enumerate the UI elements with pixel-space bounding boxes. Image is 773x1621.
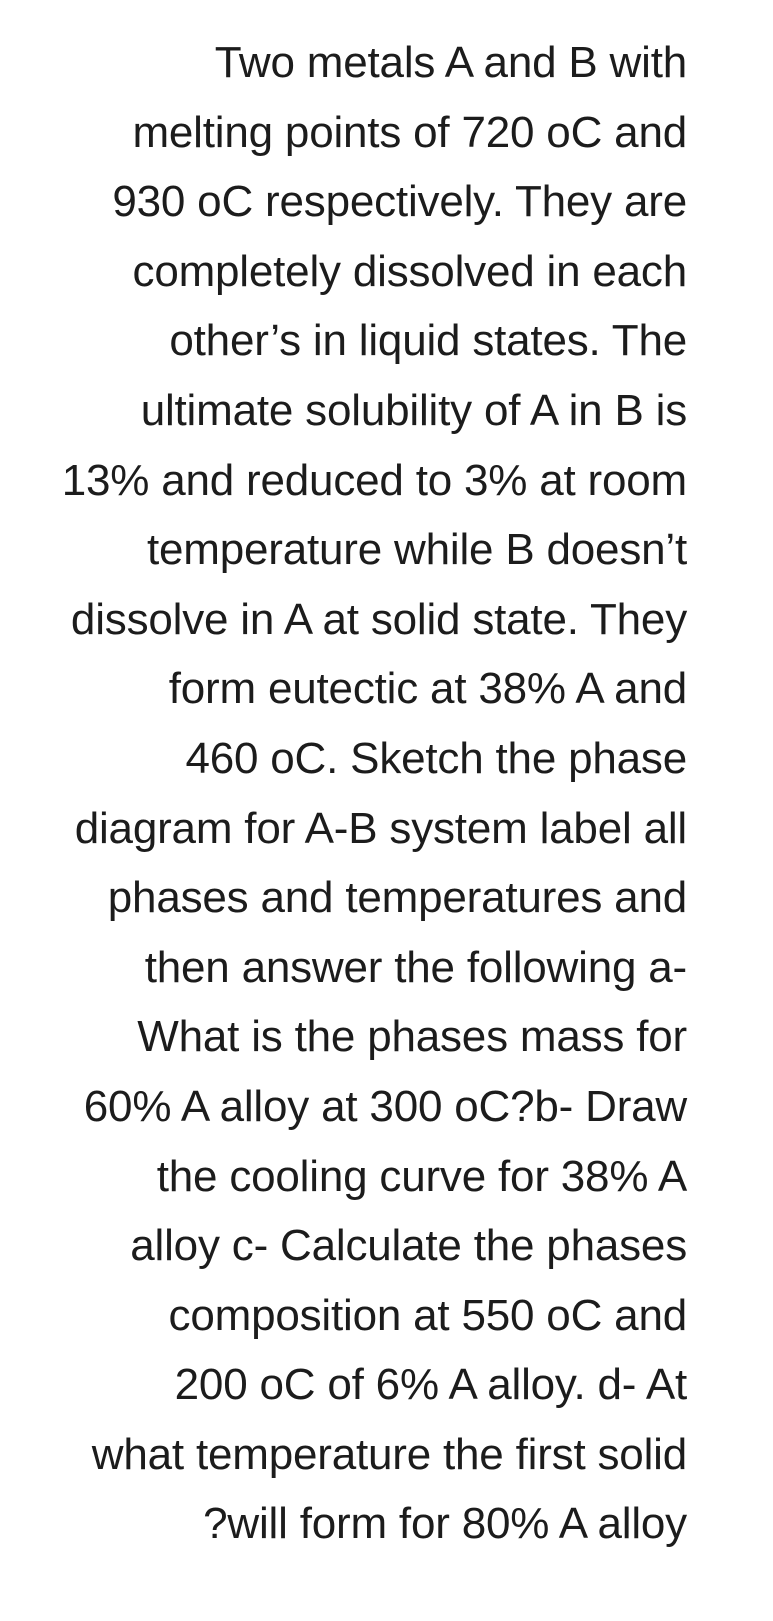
question-line: 460 oC. Sketch the phase (185, 733, 687, 783)
question-line: 200 oC of 6% A alloy. d- At (174, 1360, 687, 1410)
question-line: other’s in liquid states. The (169, 316, 687, 366)
question-line: Two metals A and B with (214, 38, 687, 87)
question-line: 13% and reduced to 3% at room (61, 455, 687, 505)
question-line: composition at 550 oC and (168, 1290, 687, 1340)
question-line: What is the phases mass for (137, 1012, 687, 1062)
question-line: phases and temperatures and (107, 873, 687, 923)
question-line: temperature while B doesn’t (146, 525, 687, 575)
question-text (10, 28, 687, 1559)
question-line: alloy c- Calculate the phases (130, 1221, 687, 1271)
question-line: melting points of 720 oC and (132, 107, 687, 157)
question-line: 60% A alloy at 300 oC?b- Draw (83, 1081, 687, 1131)
question-line: what temperature the first solid (91, 1429, 687, 1479)
question-line: the cooling curve for 38% A (156, 1151, 687, 1201)
question-line: form eutectic at 38% A and (168, 664, 687, 714)
question-line: ultimate solubility of A in B is (140, 385, 687, 435)
question-line: 930 oC respectively. They are (112, 177, 687, 227)
question-line: then answer the following a- (144, 942, 687, 992)
question-line: diagram for A-B system label all (74, 803, 687, 853)
question-line: ?will form for 80% A alloy (203, 1499, 687, 1549)
question-line: completely dissolved in each (132, 246, 687, 296)
question-line: dissolve in A at solid state. They (70, 594, 687, 644)
